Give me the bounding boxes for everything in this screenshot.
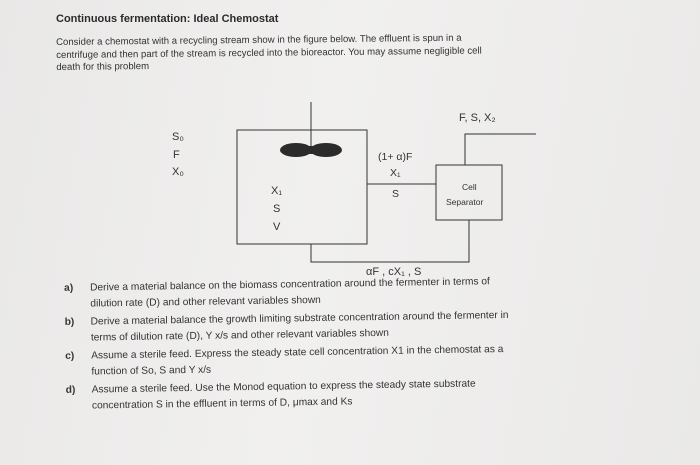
cell-separator-box xyxy=(436,165,502,220)
outlet-label: F, S, X₂ xyxy=(459,112,496,124)
question-letter: b) xyxy=(64,316,75,328)
separator-label-line2: Separator xyxy=(446,197,484,207)
intro-line: Consider a chemostat with a recycling stream show in the figure below. The effluent is spun in a xyxy=(56,32,462,48)
effluent-flow-label: (1+ α)F xyxy=(378,151,413,163)
reactor-x1-label: X₁ xyxy=(271,185,283,197)
inlet-so-label: S₀ xyxy=(172,131,184,143)
effluent-x1-label: X₁ xyxy=(390,167,401,179)
question-item xyxy=(62,374,662,414)
page-title: Continuous fermentation: Ideal Chemostat xyxy=(56,13,279,25)
question-letter: d) xyxy=(65,384,76,396)
inlet-f-label: F xyxy=(173,149,180,161)
question-line: terms of dilution rate (D), Y x/s and other relevant variables shown xyxy=(90,327,389,344)
separator-label-line1: Cell xyxy=(462,182,477,192)
question-line: dilution rate (D) and other relevant variables shown xyxy=(90,294,321,310)
inlet-xo-label: X₀ xyxy=(172,166,184,178)
intro-line: death for this problem xyxy=(56,61,150,73)
question-line: Assume a sterile feed. Express the steady state cell concentration X1 in the chemostat as a xyxy=(91,344,504,362)
question-line: Derive a material balance on the biomass concentration around the fermenter in terms of xyxy=(90,276,490,294)
reactor-s-label: S xyxy=(273,203,281,215)
question-item xyxy=(61,306,661,346)
outlet-line xyxy=(465,134,536,165)
question-line: Derive a material balance the growth limiting substrate concentration around the fermenter in xyxy=(90,309,509,328)
question-line: Assume a sterile feed. Use the Monod equation to express the steady state substrate xyxy=(91,378,476,396)
intro-line: centrifuge and then part of the stream is recycled into the bioreactor. You may assume negligible cell xyxy=(56,45,482,61)
question-line: function of So, S and Y x/s xyxy=(91,364,212,378)
question-letter: c) xyxy=(65,350,75,362)
recycle-label: αF , cX₁ , S xyxy=(366,266,422,278)
recycle-line xyxy=(311,220,469,262)
reactor-v-label: V xyxy=(273,221,281,233)
question-letter: a) xyxy=(64,282,74,294)
question-line: concentration S in the effluent in terms of D, μmax and Ks xyxy=(91,395,353,412)
question-item xyxy=(61,340,661,380)
effluent-s-label: S xyxy=(392,188,400,200)
question-list xyxy=(60,272,662,417)
